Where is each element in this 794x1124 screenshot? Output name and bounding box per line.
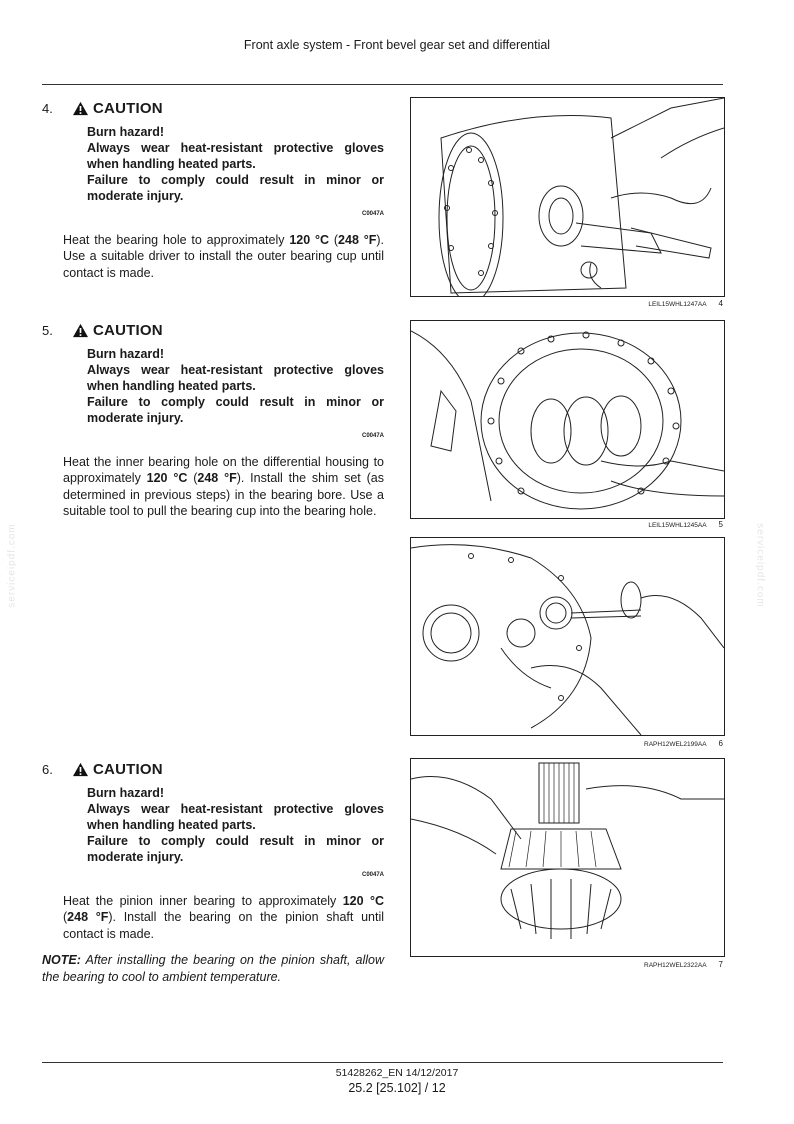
watermark-right: serviceipdf.com	[754, 523, 766, 608]
figure-5-illustration	[410, 320, 725, 519]
step-number: 4.	[42, 100, 53, 116]
figure-number: 7	[718, 960, 723, 969]
step-5	[42, 320, 384, 520]
figure-7-caption	[410, 960, 723, 969]
caution-line: Failure to comply could result in minor or moderate injury.	[87, 173, 384, 203]
figure-number: 5	[718, 520, 723, 529]
note-text: NOTE: After installing the bearing on the pinion shaft, allow the bearing to cool to ambient temperature.	[42, 953, 384, 984]
caution-code: C0047A	[361, 211, 384, 217]
caution-line: Always wear heat-resistant protective gloves when handling heated parts.	[87, 802, 384, 832]
caution-line: Failure to comply could result in minor or moderate injury.	[87, 395, 384, 425]
caution-label: CAUTION	[93, 760, 163, 778]
caution-line: Burn hazard!	[87, 347, 165, 361]
caution-label: CAUTION	[93, 99, 163, 117]
instruction-text: Heat the pinion inner bearing to approximately 120 °C (248 °F). Install the bearing on the pinion shaft until contact is made.	[63, 894, 385, 941]
instruction-text: Heat the bearing hole to approximately 120 °C (248 °F). Use a suitable driver to install the outer bearing cup until contact is made.	[63, 233, 385, 280]
caution-code: C0047A	[361, 872, 384, 878]
figure-number: 4	[718, 299, 723, 308]
figure-4-caption	[410, 299, 723, 308]
caution-line: Always wear heat-resistant protective gloves when handling heated parts.	[87, 141, 384, 171]
caution-label: CAUTION	[93, 321, 163, 339]
figure-code: RAPH12WEL2199AA	[644, 741, 707, 748]
watermark-left: serviceipdf.com	[6, 523, 18, 608]
figure-code: LEIL15WHL1247AA	[648, 301, 707, 308]
caution-heading	[72, 761, 163, 778]
footer-page-number: 25.2 [25.102] / 12	[348, 1081, 446, 1095]
caution-text	[87, 124, 384, 222]
warning-triangle-icon	[72, 762, 89, 777]
caution-line: Burn hazard!	[87, 786, 165, 800]
step-number: 5.	[42, 322, 53, 338]
note-label: NOTE:	[42, 953, 81, 968]
caution-line: Failure to comply could result in minor or moderate injury.	[87, 834, 384, 864]
caution-heading	[72, 322, 163, 339]
step-6	[42, 759, 384, 985]
footer-doc-id: 51428262_EN 14/12/2017	[335, 1067, 459, 1079]
figure-code: RAPH12WEL2322AA	[644, 962, 707, 969]
figure-5-caption	[410, 520, 723, 529]
caution-line: Burn hazard!	[87, 125, 165, 139]
caution-text	[87, 785, 384, 883]
caution-text	[87, 346, 384, 444]
instruction-text: Heat the inner bearing hole on the differential housing to approximately 120 °C (248 °F). Install the shim set (as determined in previous steps) in the bearing bore. Use a suitable tool to pull the bearing cup into the bearing hole.	[63, 455, 384, 519]
figure-6-illustration	[410, 537, 725, 736]
caution-heading	[72, 100, 163, 117]
step-number: 6.	[42, 761, 53, 777]
caution-code: C0047A	[361, 433, 384, 439]
warning-triangle-icon	[72, 101, 89, 116]
figure-code: LEIL15WHL1245AA	[648, 522, 707, 529]
figure-number: 6	[718, 739, 723, 748]
figure-6-caption	[410, 739, 723, 748]
warning-triangle-icon	[72, 323, 89, 338]
caution-line: Always wear heat-resistant protective gloves when handling heated parts.	[87, 363, 384, 393]
header-rule	[42, 84, 723, 85]
page-header: Front axle system - Front bevel gear set and differential	[243, 38, 551, 52]
footer-rule	[42, 1062, 723, 1063]
figure-4-illustration	[410, 97, 725, 297]
figure-7-illustration	[410, 758, 725, 957]
step-4	[42, 98, 384, 281]
